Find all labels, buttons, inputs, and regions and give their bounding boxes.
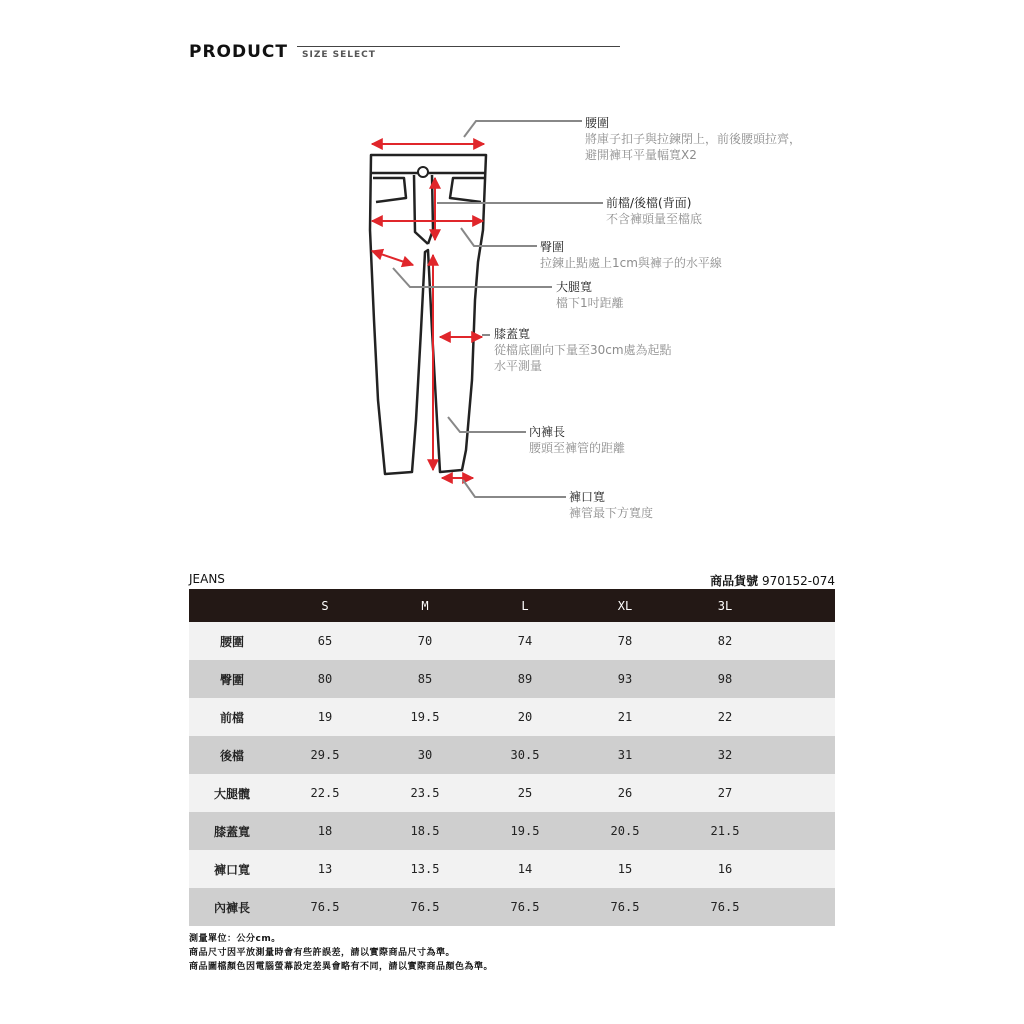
header-cell-size: 3L [675,589,775,622]
header-cell-empty [775,589,835,622]
table-cell: 21.5 [675,812,775,850]
annotation-hip [540,239,722,271]
table-cell: 89 [475,660,575,698]
table-cell: 19.5 [475,812,575,850]
annotation-rise [606,195,702,227]
size-table [189,589,835,926]
table-cell-empty [775,622,835,660]
note-line: 測量單位：公分cm。 [189,934,281,944]
header-cell-size: M [375,589,475,622]
waist-leader [464,121,582,137]
button-icon [418,167,428,177]
annotation-title: 褲口寬 [569,490,606,504]
annotation-desc: 水平測量 [494,359,543,373]
annotation-desc: 拉鍊止點處上1cm與褲子的水平線 [540,256,722,270]
notes [189,932,493,974]
table-cell: 19.5 [375,698,475,736]
row-header: 腰圍 [189,622,275,660]
table-cell: 27 [675,774,775,812]
table-cell: 25 [475,774,575,812]
table-cell: 85 [375,660,475,698]
annotation-desc: 檔下1吋距離 [556,296,624,310]
table-cell: 82 [675,622,775,660]
annotation-knee [494,326,672,374]
table-label: JEANS [189,572,225,586]
table-row [189,774,835,812]
table-row [189,736,835,774]
table-cell: 18 [275,812,375,850]
table-cell: 21 [575,698,675,736]
table-cell: 98 [675,660,775,698]
thigh-leader [393,268,552,287]
annotation-desc: 不含褲頭量至檔底 [606,212,703,226]
product-code-label: 商品貨號 [710,574,759,588]
product-code-value: 970152-074 [761,574,835,588]
table-cell: 78 [575,622,675,660]
annotation-title: 前檔/後檔(背面) [606,196,692,210]
table-row [189,660,835,698]
table-cell: 74 [475,622,575,660]
hip-leader [461,228,537,246]
annotation-desc: 將庫子扣子與拉鍊閉上，前後腰頭拉齊， [585,132,802,146]
row-header: 臀圍 [189,660,275,698]
annotation-desc: 褲管最下方寬度 [569,506,654,520]
annotation-hem [569,489,653,521]
table-cell: 76.5 [275,888,375,926]
table-cell: 20 [475,698,575,736]
table-cell: 70 [375,622,475,660]
row-header: 內褲長 [189,888,275,926]
note-line: 商品圖檔顏色因電腦螢幕設定差異會略有不同，請以實際商品顏色為準。 [189,962,494,972]
table-cell: 65 [275,622,375,660]
table-cell: 32 [675,736,775,774]
row-header: 膝蓋寬 [189,812,275,850]
header-cell-size: L [475,589,575,622]
table-row [189,622,835,660]
table-cell: 22 [675,698,775,736]
table-cell: 14 [475,850,575,888]
header-cell-size: S [275,589,375,622]
table-row [189,698,835,736]
table-cell: 30 [375,736,475,774]
annotation-thigh [556,279,624,311]
header-cell-size: XL [575,589,675,622]
table-cell: 13.5 [375,850,475,888]
annotation-desc: 避開褲耳平量幅寬X2 [585,148,697,162]
table-cell: 26 [575,774,675,812]
table-row [189,850,835,888]
table-cell-empty [775,736,835,774]
inseam-leader [448,417,526,432]
table-cell-empty [775,774,835,812]
row-header: 後檔 [189,736,275,774]
annotation-inseam [529,424,625,456]
row-header: 大腿髖 [189,774,275,812]
annotation-waist [585,115,801,163]
table-cell: 76.5 [575,888,675,926]
table-cell: 23.5 [375,774,475,812]
annotation-title: 膝蓋寬 [494,327,531,341]
table-cell-empty [775,812,835,850]
row-header: 前檔 [189,698,275,736]
table-cell: 19 [275,698,375,736]
table-cell: 76.5 [675,888,775,926]
table-cell: 15 [575,850,675,888]
table-row [189,888,835,926]
table-cell: 80 [275,660,375,698]
header-cell-empty [189,589,275,622]
table-cell: 18.5 [375,812,475,850]
table-row [189,812,835,850]
table-cell: 29.5 [275,736,375,774]
table-cell-empty [775,888,835,926]
page-title: PRODUCT [189,42,288,62]
table-cell: 20.5 [575,812,675,850]
page-subtitle: SIZE SELECT [302,50,376,60]
table-cell-empty [775,660,835,698]
hem-leader [463,480,566,497]
table-cell: 76.5 [375,888,475,926]
annotation-desc: 從檔底圍向下量至30cm處為起點 [494,343,672,357]
table-cell: 30.5 [475,736,575,774]
annotation-desc: 腰頭至褲管的距離 [529,441,626,455]
table-header-row [189,589,835,622]
thigh-arrow [372,251,413,265]
annotation-title: 腰圍 [585,116,610,130]
annotation-title: 內褲長 [529,425,566,439]
table-cell: 31 [575,736,675,774]
annotation-title: 臀圍 [540,240,565,254]
annotation-title: 大腿寬 [556,280,593,294]
table-cell: 13 [275,850,375,888]
table-cell: 76.5 [475,888,575,926]
table-cell: 16 [675,850,775,888]
row-header: 褲口寬 [189,850,275,888]
product-code [710,572,835,589]
table-cell: 22.5 [275,774,375,812]
table-cell-empty [775,698,835,736]
table-cell: 93 [575,660,675,698]
note-line: 商品尺寸因平放測量時會有些許誤差，請以實際商品尺寸為準。 [189,948,456,958]
table-cell-empty [775,850,835,888]
